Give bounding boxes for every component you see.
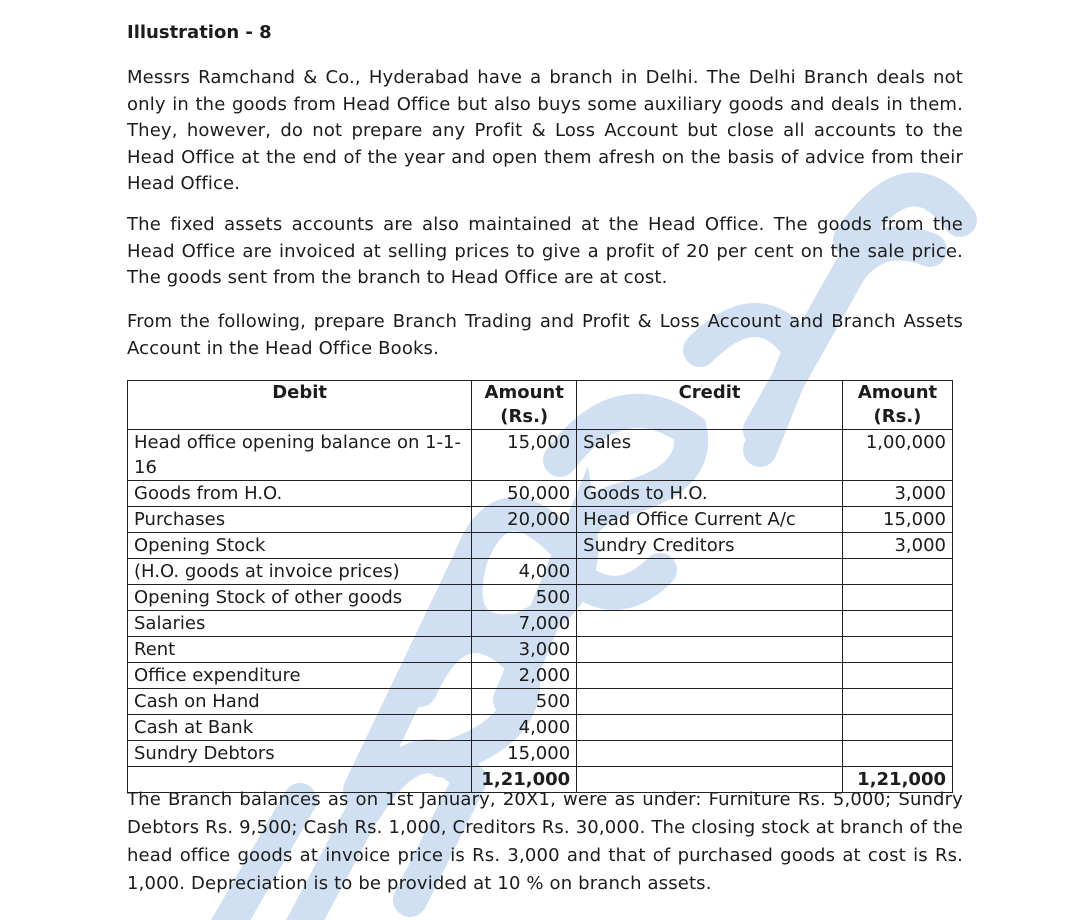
credit-amount xyxy=(842,663,952,689)
illustration-heading: Illustration - 8 xyxy=(127,22,272,43)
fixed-assets-paragraph: The fixed assets accounts are also maintained at the Head Office. The goods from the Head Office are invoiced at selling prices to give a profit of 20 per cent on the sale price. The goods sent from the branch to Head Office are at cost. xyxy=(127,214,963,288)
debit-amount: 4,000 xyxy=(472,559,577,585)
debit-item: Rent xyxy=(128,637,472,663)
table-row xyxy=(128,663,953,689)
debit-amount: 20,000 xyxy=(472,507,577,533)
debit-item: Office expenditure xyxy=(128,663,472,689)
debit-item: Cash at Bank xyxy=(128,715,472,741)
credit-item: Sales xyxy=(577,430,843,481)
header-credit-amount-line2: (Rs.) xyxy=(873,406,922,427)
credit-item: Sundry Creditors xyxy=(577,533,843,559)
table-row xyxy=(128,481,953,507)
table-row xyxy=(128,507,953,533)
debit-item: (H.O. goods at invoice prices) xyxy=(128,559,472,585)
credit-amount xyxy=(842,741,952,767)
table-row xyxy=(128,741,953,767)
credit-amount: 3,000 xyxy=(842,481,952,507)
credit-item xyxy=(577,663,843,689)
debit-item: Purchases xyxy=(128,507,472,533)
debit-item: Sundry Debtors xyxy=(128,741,472,767)
credit-amount xyxy=(842,611,952,637)
debit-amount: 7,000 xyxy=(472,611,577,637)
table-row xyxy=(128,533,953,559)
debit-amount: 4,000 xyxy=(472,715,577,741)
table-row xyxy=(128,689,953,715)
debit-item: Opening Stock of other goods xyxy=(128,585,472,611)
credit-item xyxy=(577,741,843,767)
instruction-paragraph: From the following, prepare Branch Trading and Profit & Loss Account and Branch Assets Account in the Head Office Books. xyxy=(127,311,963,359)
credit-item xyxy=(577,559,843,585)
header-credit-amount xyxy=(842,381,952,430)
credit-item xyxy=(577,689,843,715)
credit-amount xyxy=(842,689,952,715)
trial-balance-table xyxy=(127,380,953,793)
credit-amount xyxy=(842,585,952,611)
debit-amount: 3,000 xyxy=(472,637,577,663)
credit-amount xyxy=(842,715,952,741)
header-debit-amount xyxy=(472,381,577,430)
credit-item xyxy=(577,715,843,741)
credit-amount: 1,00,000 xyxy=(842,430,952,481)
debit-amount xyxy=(472,533,577,559)
credit-item: Head Office Current A/c xyxy=(577,507,843,533)
header-debit-amount-line1: Amount xyxy=(484,382,564,403)
credit-item: Goods to H.O. xyxy=(577,481,843,507)
debit-total: 1,21,000 xyxy=(472,767,577,793)
debit-amount: 500 xyxy=(472,689,577,715)
branch-balances-paragraph: The Branch balances as on 1st January, 20X1, were as under: Furniture Rs. 5,000; Sundry Debtors Rs. 9,500; Cash Rs. 1,000, Creditors Rs. 30,000. The closing stock at branch of the head office goods at invoice price is Rs. 3,000 and that of purchased goods at cost is Rs. 1,000. Depreciation is to be provided at 10 % on branch assets. xyxy=(127,789,963,894)
credit-total: 1,21,000 xyxy=(842,767,952,793)
header-credit-amount-line1: Amount xyxy=(857,382,938,403)
debit-amount: 50,000 xyxy=(472,481,577,507)
credit-item xyxy=(577,637,843,663)
credit-amount xyxy=(842,559,952,585)
header-debit: Debit xyxy=(128,381,472,430)
table-header-row xyxy=(128,381,953,430)
table-row xyxy=(128,559,953,585)
credit-amount: 3,000 xyxy=(842,533,952,559)
table-row xyxy=(128,430,953,481)
debit-amount: 2,000 xyxy=(472,663,577,689)
debit-amount: 500 xyxy=(472,585,577,611)
table-row xyxy=(128,715,953,741)
table-row xyxy=(128,637,953,663)
table-row xyxy=(128,611,953,637)
credit-item xyxy=(577,585,843,611)
credit-amount: 15,000 xyxy=(842,507,952,533)
debit-item: Cash on Hand xyxy=(128,689,472,715)
debit-amount: 15,000 xyxy=(472,430,577,481)
table-row xyxy=(128,585,953,611)
debit-item: Head office opening balance on 1-1-16 xyxy=(128,430,472,481)
debit-item: Opening Stock xyxy=(128,533,472,559)
debit-amount: 15,000 xyxy=(472,741,577,767)
debit-item: Salaries xyxy=(128,611,472,637)
header-debit-amount-line2: (Rs.) xyxy=(500,406,549,427)
credit-item xyxy=(577,611,843,637)
credit-amount xyxy=(842,637,952,663)
header-credit: Credit xyxy=(577,381,843,430)
debit-item: Goods from H.O. xyxy=(128,481,472,507)
intro-paragraph: Messrs Ramchand & Co., Hyderabad have a branch in Delhi. The Delhi Branch deals not only in the goods from Head Office but also buys some auxiliary goods and deals in them. They, however, do not prepare any Profit & Loss Account but close all accounts to the Head Office at the end of the year and open them afresh on the basis of advice from their Head Office. xyxy=(127,67,963,194)
